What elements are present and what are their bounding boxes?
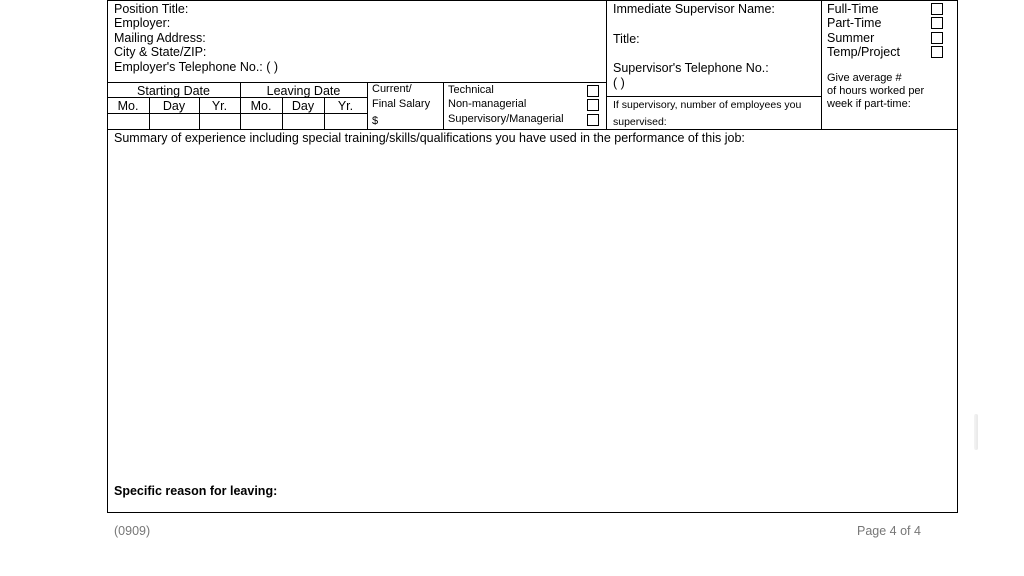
employees-supervised-label-line2: supervised: [613, 116, 667, 128]
part-time-checkbox[interactable] [931, 17, 943, 29]
summary-label: Summary of experience including special training/skills/qualifications you have used in the performance of this job: [114, 131, 745, 145]
temp-project-label: Temp/Project [827, 45, 900, 59]
salary-label-line1: Current/ [372, 83, 412, 95]
full-time-label: Full-Time [827, 2, 879, 16]
employees-supervised-input[interactable] [672, 115, 812, 128]
employees-supervised-label-line1: If supervisory, number of employees you [613, 99, 802, 111]
scrollbar-hint[interactable] [974, 414, 978, 450]
position-title-label: Position Title: [114, 2, 189, 16]
salary-currency: $ [372, 115, 379, 127]
supervisor-name-label: Immediate Supervisor Name: [613, 2, 775, 16]
salary-label-line2: Final Salary [372, 98, 431, 110]
city-state-zip-input[interactable] [210, 46, 594, 59]
supervisor-title-input[interactable] [644, 33, 814, 46]
technical-label: Technical [448, 84, 494, 96]
hours-label-line3: week if part-time: [827, 98, 911, 110]
supervisory-label: Supervisory/Managerial [448, 113, 564, 125]
employer-telephone-label: Employer's Telephone No.: ( ) [114, 60, 279, 74]
supervisor-title-label: Title: [613, 32, 640, 46]
supervisor-employees-divider [606, 96, 822, 97]
leave-day-input[interactable] [285, 115, 322, 128]
form-top-border [107, 0, 958, 1]
mailing-address-input[interactable] [210, 32, 594, 45]
summer-checkbox[interactable] [931, 32, 943, 44]
start-yr-input[interactable] [202, 115, 238, 128]
reason-for-leaving-label: Specific reason for leaving: [114, 484, 278, 498]
position-title-input[interactable] [192, 3, 592, 16]
form-left-border [107, 0, 108, 513]
summer-label: Summer [827, 31, 875, 45]
summary-textarea[interactable] [110, 148, 958, 487]
start-day-label: Day [162, 99, 186, 113]
start-yr-label: Yr. [211, 99, 228, 113]
dates-subheader-divider [107, 113, 368, 114]
leave-mo-label: Mo. [250, 99, 272, 113]
supervisor-telephone-label: Supervisor's Telephone No.: [613, 61, 769, 75]
hours-per-week-input[interactable] [827, 113, 952, 126]
employer-label: Employer: [114, 16, 171, 30]
form-code: (0909) [114, 524, 151, 538]
employment-type-column-divider [821, 0, 822, 130]
leave-yr-input[interactable] [327, 115, 365, 128]
mailing-address-label: Mailing Address: [114, 31, 206, 45]
full-time-checkbox[interactable] [931, 3, 943, 15]
supervisor-telephone-parens: ( ) [613, 76, 625, 90]
reason-for-leaving-input[interactable] [286, 485, 946, 498]
leave-mo-input[interactable] [243, 115, 280, 128]
supervisor-name-input[interactable] [613, 17, 813, 30]
employer-block-divider [107, 82, 607, 83]
non-managerial-label: Non-managerial [448, 98, 527, 110]
starting-date-header: Starting Date [137, 84, 210, 98]
hours-label-line2: of hours worked per [827, 85, 925, 97]
start-mo-input[interactable] [110, 115, 147, 128]
supervisor-telephone-input[interactable] [660, 77, 810, 90]
leave-day-label: Day [291, 99, 315, 113]
page-number: Page 4 of 4 [857, 524, 921, 538]
technical-checkbox[interactable] [587, 85, 599, 97]
header-section-divider [107, 129, 958, 130]
salary-divider-left [367, 82, 368, 130]
leaving-date-header: Leaving Date [266, 84, 341, 98]
hours-label-line1: Give average # [827, 72, 902, 84]
start-mo-label: Mo. [117, 99, 139, 113]
city-state-zip-label: City & State/ZIP: [114, 45, 207, 59]
leave-yr-label: Yr. [337, 99, 354, 113]
supervisor-column-divider [606, 0, 607, 130]
non-managerial-checkbox[interactable] [587, 99, 599, 111]
supervisory-checkbox[interactable] [587, 114, 599, 126]
salary-input[interactable] [381, 115, 439, 128]
temp-project-checkbox[interactable] [931, 46, 943, 58]
employer-telephone-input[interactable] [312, 61, 592, 74]
form-bottom-border [107, 512, 958, 513]
employer-input[interactable] [174, 17, 594, 30]
salary-divider-right [443, 82, 444, 130]
start-day-input[interactable] [152, 115, 197, 128]
part-time-label: Part-Time [827, 16, 882, 30]
